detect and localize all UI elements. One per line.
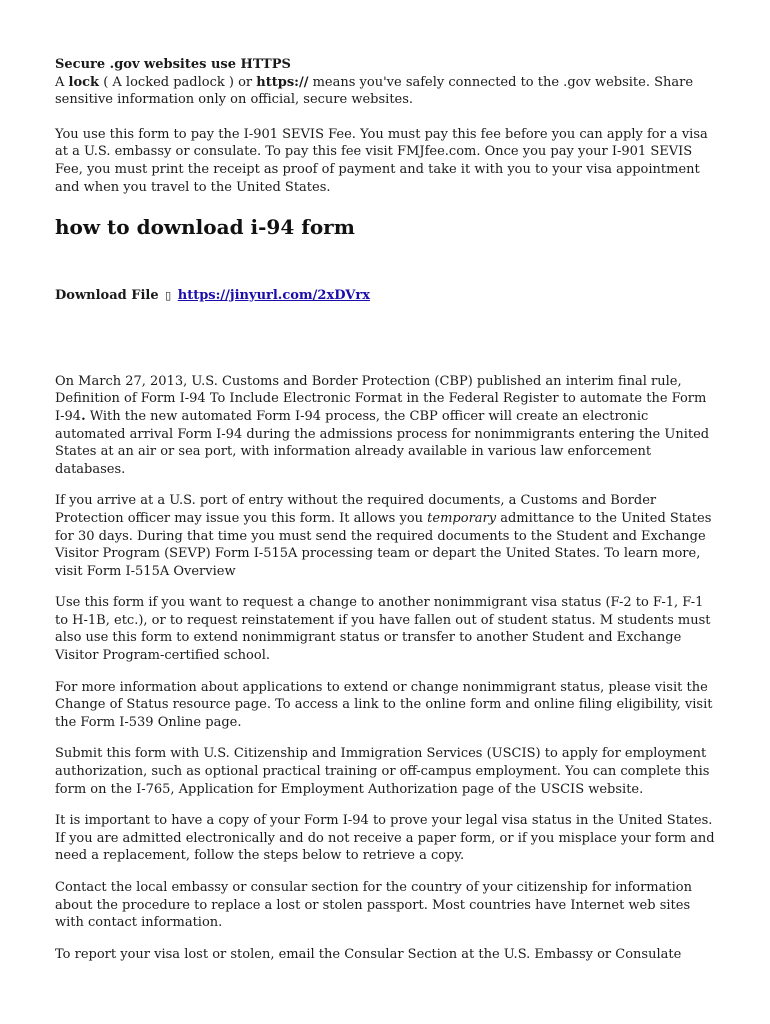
paragraph-lost-passport: Contact the local embassy or consular section for the country of your citizenship for information about the procedure to replace a lost or stolen passport. Most countries have Internet web sites with contact information. — [55, 880, 692, 931]
paragraph-port-of-entry-b: admittance to the United States for 30 days. During that time you must send the required documents to the Student and Exchange Visitor Program (SEVP) Form I-515A processing team or depart the United States. To learn more, visit Form I-515A Overview — [55, 510, 712, 579]
notice-https-word: https:// — [256, 74, 309, 90]
notice-suffix: means you've safely connected to the .gov website. Share sensitive information only on official, secure websites. — [55, 74, 694, 108]
paragraph-change-status: Use this form if you want to request a change to another nonimmigrant visa status (F-2 to F-1, F-1 to H-1B, etc.), or to request reinstatement if you have fallen out of student status. M students must also use this form to extend nonimmigrant status or transfer to another Student and Exchange Visitor Program-certified school. — [55, 595, 711, 664]
missing-glyph-icon: ▯ — [165, 289, 172, 303]
paragraph-lost-visa: To report your visa lost or stolen, email the Consular Section at the U.S. Embassy or Consulate — [55, 946, 682, 962]
secure-gov-notice-title: Secure .gov websites use HTTPS — [55, 57, 291, 72]
paragraph-port-of-entry-a: If you arrive at a U.S. port of entry without the required documents, a Customs and Border Protection officer may issue you this form. It allows you — [55, 493, 657, 526]
secure-gov-notice-body — [55, 74, 717, 109]
download-line — [55, 287, 717, 305]
sevis-fee-intro: You use this form to pay the I-901 SEVIS Fee. You must pay this fee before you can apply for a visa at a U.S. embassy or consulate. To pay this fee visit FMJfee.com. Once you pay your I-901 SEVIS Fee, you must print the receipt as proof of payment and take it with you to your visa appointment and when you travel to the United States. — [55, 126, 708, 195]
notice-lock-description: ( A locked padlock ) or — [99, 74, 257, 90]
paragraph-employment-authorization: Submit this form with U.S. Citizenship and Immigration Services (USCIS) to apply for employment authorization, such as optional practical training or off-campus employment. You can complete this form on the I-765, Application for Employment Authorization page of the USCIS website. — [55, 746, 710, 797]
paragraph-i94-copy: It is important to have a copy of your Form I-94 to prove your legal visa status in the United States. If you are admitted electronically and do not receive a paper form, or if you misplace your form and need a replacement, follow the steps below to retrieve a copy. — [55, 813, 715, 864]
paragraph-extend-status: For more information about applications to extend or change nonimmigrant status, please visit the Change of Status resource page. To access a link to the online form and online filing eligibility, visit the Form I-539 Online page. — [55, 679, 713, 730]
paragraph-port-of-entry-emphasis: temporary — [427, 510, 497, 526]
download-label: Download File — [55, 288, 159, 304]
paragraph-port-of-entry — [55, 492, 717, 580]
page-heading: how to download i-94 form — [55, 215, 355, 240]
notice-lock-word: lock — [68, 74, 100, 90]
paragraph-cbp-rule-a: On March 27, 2013, U.S. Customs and Border Protection (CBP) published an interim final rule, Definition of Form I-94 To Include Electronic Format in the Federal Register to automate the Form I-94 — [55, 373, 707, 424]
notice-prefix: A — [55, 74, 69, 90]
paragraph-cbp-rule-b: With the new automated Form I-94 process, the CBP officer will create an electronic automated arrival Form I-94 during the admissions process for nonimmigrants entering the United States at an air or sea port, with information already available in various law enforcement databases. — [55, 408, 710, 477]
paragraph-cbp-rule — [55, 373, 717, 479]
document-page — [55, 56, 717, 977]
download-link[interactable]: https://jinyurl.com/2xDVrx — [177, 288, 370, 304]
paragraph-cbp-rule-dot: . — [81, 408, 86, 424]
